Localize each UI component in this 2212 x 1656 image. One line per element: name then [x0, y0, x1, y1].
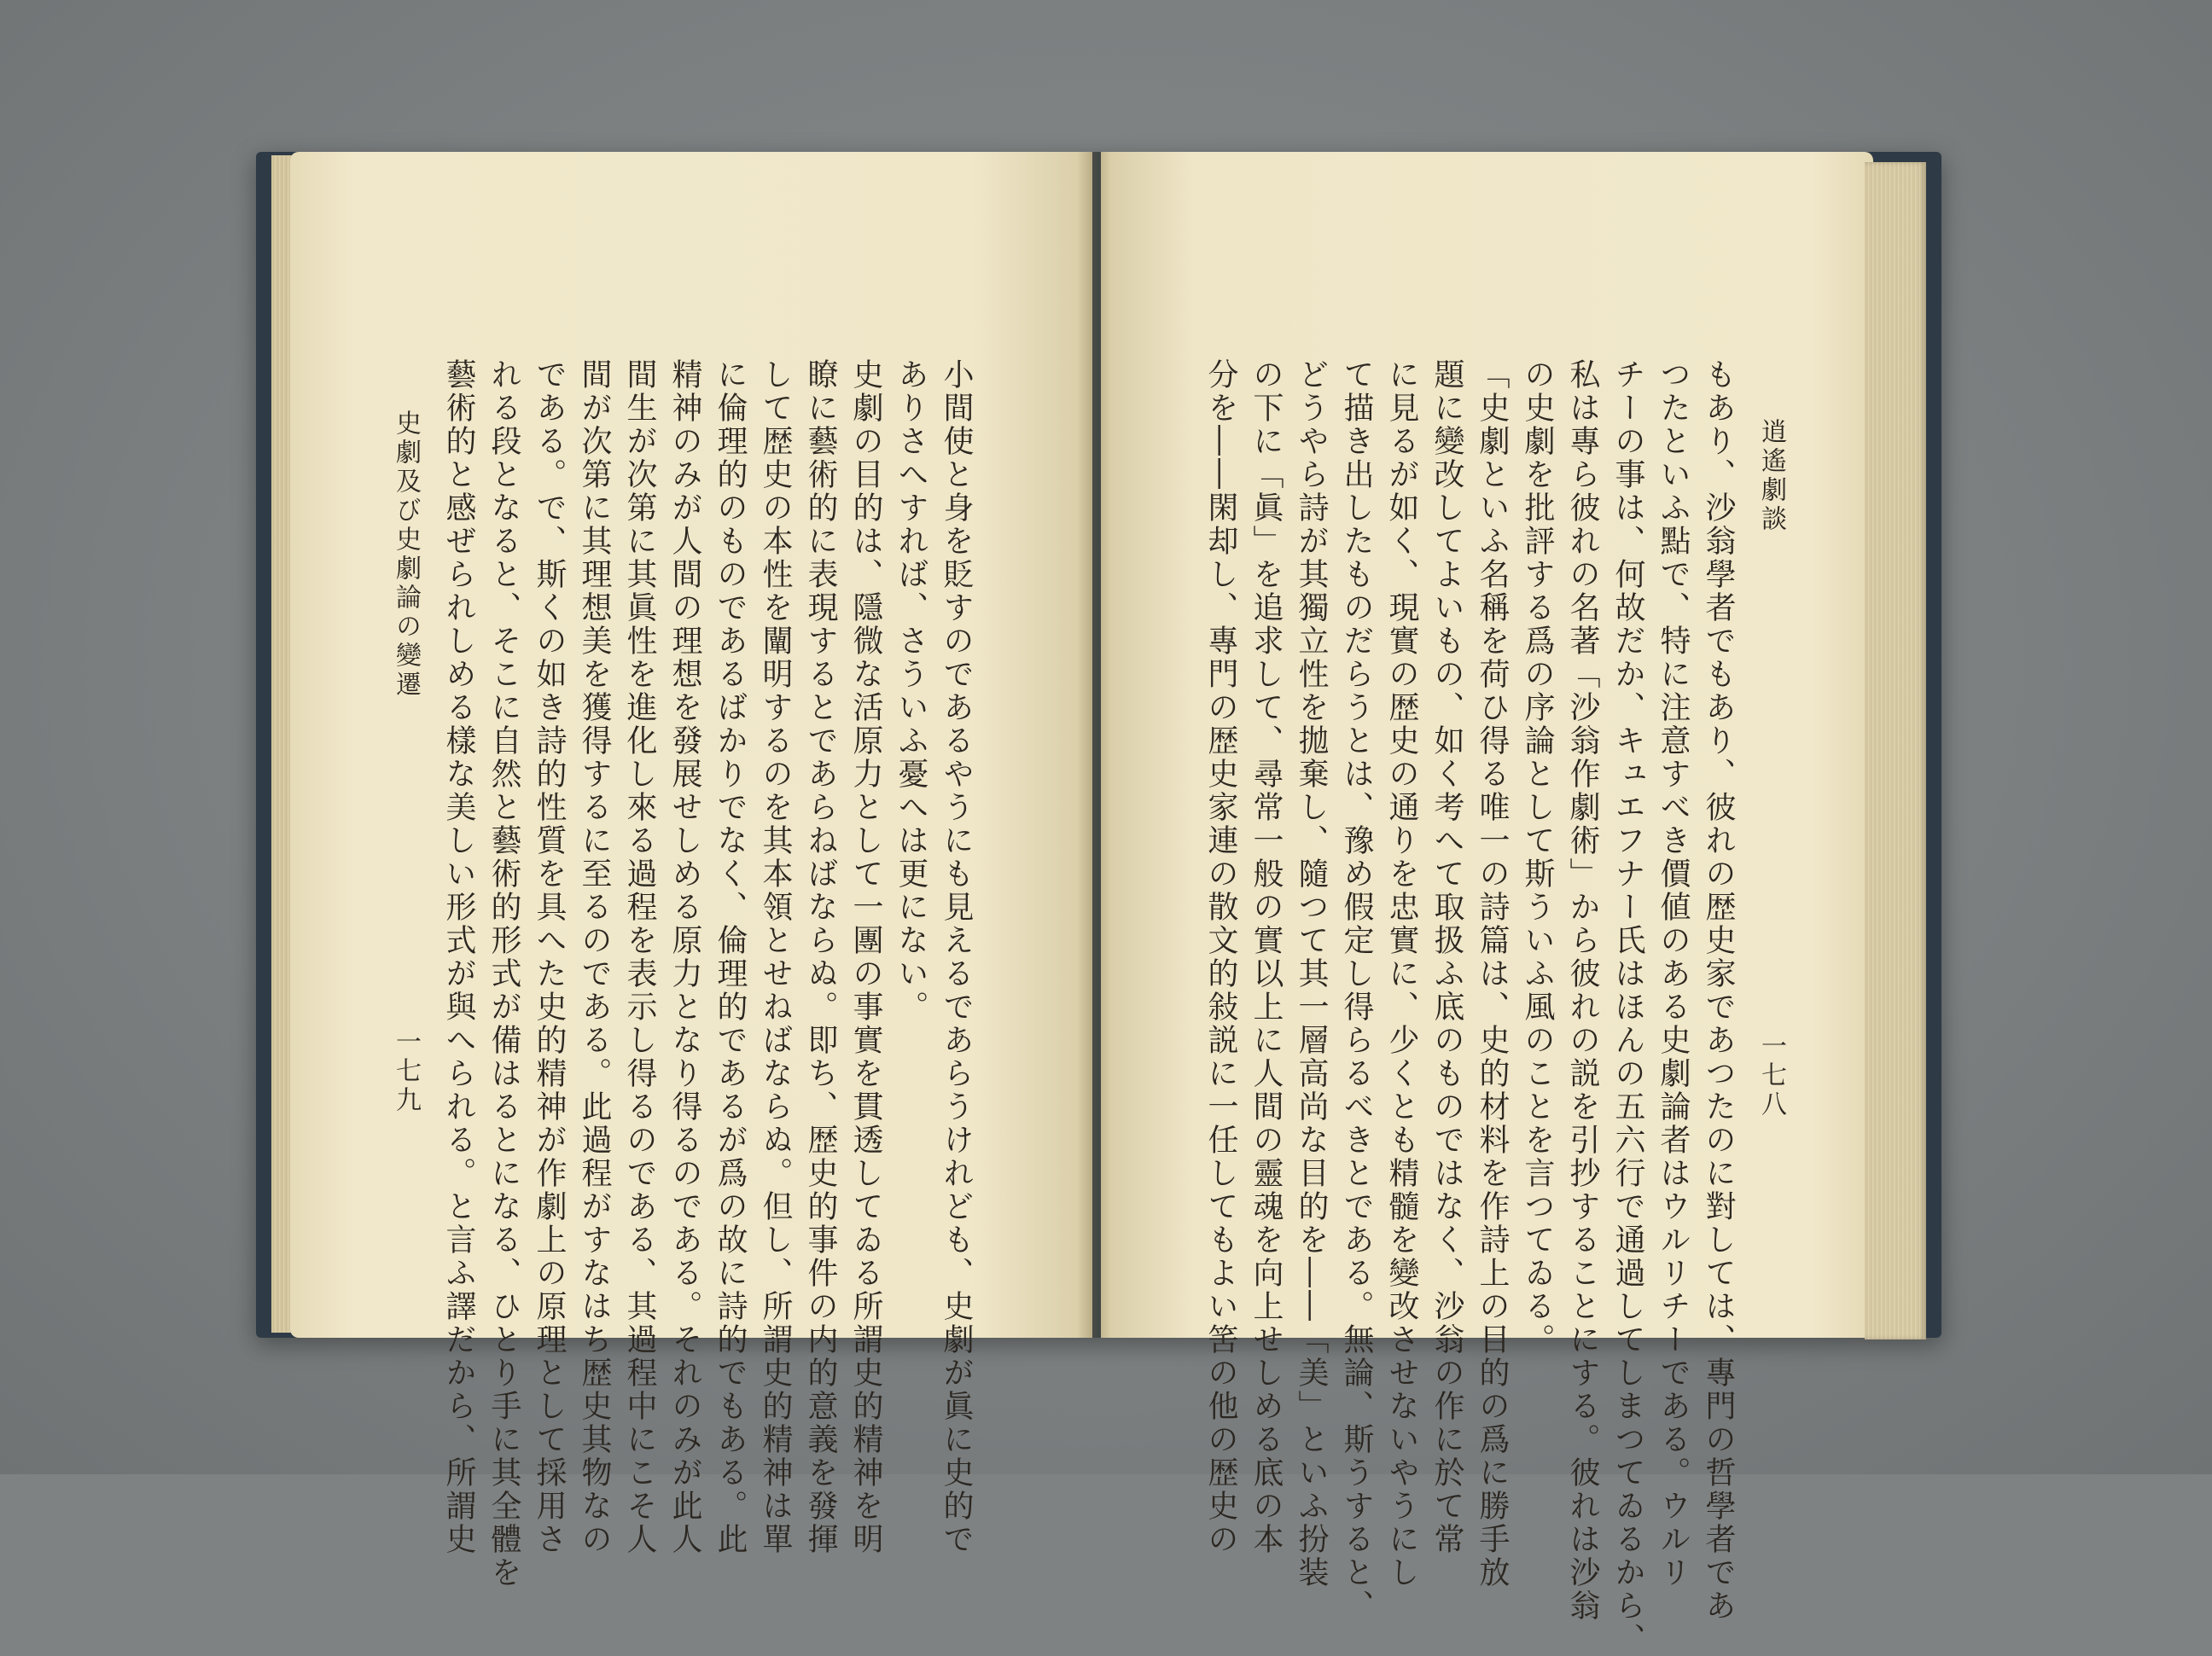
- page-edges-right: [1865, 162, 1926, 1339]
- right-page-line-6: 「史劇といふ名稱を荷ひ得る唯一の詩篇は、史的材料を作詩上の目的の爲に勝手放: [1475, 358, 1510, 1589]
- left-page-line-10: である。で、斯くの如き詩的性質を具へた史的精神が作劇上の原理として採用さ: [532, 358, 567, 1556]
- right-page-line-8: に見るが如く、現實の歴史の通りを忠實に、少くとも精髓を變改させないやうにし: [1384, 358, 1419, 1589]
- running-head-left: 史劇及び史劇論の變遷: [391, 410, 421, 700]
- right-page-line-7: 題に變改してよいもの、如く考へて取扱ふ底のものではなく、沙翁の作に於て常: [1429, 358, 1464, 1556]
- page-number-left: 一七九: [391, 1028, 421, 1115]
- left-page-line-9: 間が次第に其理想美を獲得するに至るのである。此過程がすなはち歴史其物なの: [577, 358, 612, 1556]
- right-page-line-11: の下に「眞」を追求して、尋常一般の實以上に人間の靈魂を向上せしめる底の本: [1249, 358, 1284, 1556]
- left-page-line-12: 藝術的と感ぜられしめる樣な美しい形式が與へられる。と言ふ譯だから、所謂史: [441, 358, 476, 1556]
- right-page-line-9: て描き出したものだらうとは、豫め假定し得らるべきとである。無論、斯うすると、: [1339, 358, 1374, 1623]
- running-head-right: 逍遙劇談: [1756, 418, 1786, 534]
- right-page-line-10: どうやら詩が其獨立性を拋棄し、隨つて其一層高尚な目的を――「美」といふ扮装: [1294, 358, 1329, 1589]
- book-gutter: [1077, 152, 1111, 1338]
- right-page-line-1: もあり、沙翁學者でもあり、彼れの歴史家であつたのに對しては、專門の哲學者であ: [1701, 358, 1736, 1623]
- right-page-line-3: チーの事は、何故だか、キュエフナー氏はほんの五六行で通過してしまつてゐるから、: [1610, 358, 1645, 1656]
- left-page-line-7: 精神のみが人間の理想を發展せしめる原力となり得るのである。それのみが此人: [667, 358, 702, 1556]
- right-page-line-5: の史劇を批評する爲の序論として斯ういふ風のことを言つてゐる。: [1520, 358, 1555, 1357]
- left-page-line-5: して歴史の本性を闡明するのを其本領とせねばならぬ。但し、所謂史的精神は單: [758, 358, 793, 1556]
- left-page-line-6: に倫理的のものであるばかりでなく、倫理的であるが爲の故に詩的でもある。此: [713, 358, 748, 1556]
- left-page-line-4: 瞭に藝術的に表現するとであらねばならぬ。即ち、歴史的事件の内的意義を發揮: [803, 358, 838, 1556]
- left-page-line-1: 小間使と身を貶すのであるやうにも見えるであらうけれども、史劇が眞に史的で: [939, 358, 974, 1556]
- right-page-line-4: 私は專ら彼れの名著「沙翁作劇術」から彼れの説を引抄することにする。彼れは沙翁: [1565, 358, 1600, 1623]
- right-page-line-12: 分を――閑却し、專門の歴史家連の散文的敍説に一任してもよい筈の他の歴史の: [1203, 358, 1238, 1556]
- page-number-right: 一七八: [1756, 1032, 1786, 1119]
- left-page-line-2: ありさへすれば、さういふ憂へは更にない。: [894, 358, 928, 1024]
- left-page-line-11: れる段となると、そこに自然と藝術的形式が備はるとになる、ひとり手に其全體を: [486, 358, 521, 1589]
- right-page-line-2: つたといふ點で、特に注意すべき價値のある史劇論者はウルリチーである。ウルリ: [1656, 358, 1691, 1589]
- left-page-line-8: 間生が次第に其眞性を進化し來る過程を表示し得るのである、其過程中にこそ人: [622, 358, 657, 1556]
- left-page-line-3: 史劇の目的は、隱微な活原力として一團の事實を貫透してゐる所謂史的精神を明: [848, 358, 883, 1556]
